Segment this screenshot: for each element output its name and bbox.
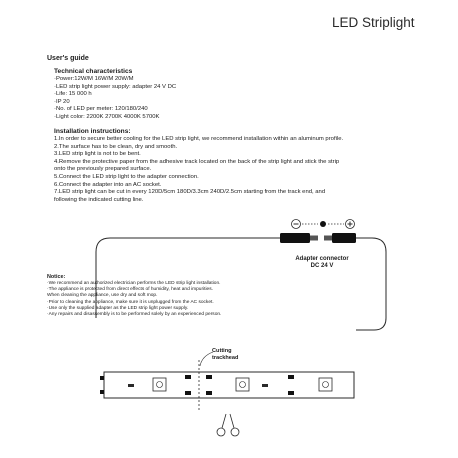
polarity-dot xyxy=(320,221,326,227)
technical-item: ·LED strip light power supply: adapter 24 V DC xyxy=(54,83,177,90)
cut-pad xyxy=(185,375,191,379)
technical-item: ·Light color: 2200K 2700K 4000K 5700K xyxy=(54,113,160,120)
installation-item: 7.LED strip light can be cut in every 120D/5cm 180D/3.3cm 240D/2.5cm starting from the track end, and xyxy=(54,189,326,196)
scissors-icon xyxy=(217,414,239,436)
notice-heading: Notice: xyxy=(47,274,66,280)
strip-end-pad xyxy=(100,376,104,380)
led-chip-icon xyxy=(236,378,249,391)
notice-item: ·Use only the supplied adapter as the LED strip light power supply. xyxy=(47,305,189,311)
installation-item: 6.Connect the adapter into an AC socket. xyxy=(54,181,162,188)
installation-item: 1.In order to secure better cooling for the LED strip light, we recommend installation within an aluminum profile. xyxy=(54,136,344,142)
adapter-label-line: Adapter connector xyxy=(295,256,349,262)
installation-item: 5.Connect the LED strip light to the adapter connection. xyxy=(54,173,199,180)
installation-item: 3.LED strip light is not to be bent. xyxy=(54,151,141,158)
trackhead-label-line: trackhead xyxy=(212,355,239,361)
adapter-plug-pin xyxy=(310,236,318,241)
cut-pad xyxy=(288,375,294,379)
installation-heading: Installation instructions: xyxy=(54,128,131,135)
technical-heading: Technical characteristics xyxy=(54,68,133,75)
adapter-connector-label xyxy=(287,256,357,271)
installation-item: 2.The surface has to be clean, dry and smooth. xyxy=(54,143,178,150)
led-strip xyxy=(104,372,354,398)
adapter-plug-right xyxy=(332,233,356,243)
notice-list xyxy=(47,281,221,318)
installation-item: onto the previously prepared surface. xyxy=(54,166,152,173)
technical-item: ·No. of LED per meter: 120/180/240 xyxy=(54,106,148,113)
cut-pad xyxy=(185,391,191,395)
technical-item: ·Power:12W/M 16W/M 20W/M xyxy=(54,76,134,82)
cutting-trackhead-label xyxy=(212,348,238,362)
document-title: LED Striplight xyxy=(332,15,415,30)
cutting-label-line: Cutting xyxy=(212,348,232,354)
notice-item: ·Prior to cleaning the appliance, make sure it is unplugged from the AC socket. xyxy=(47,299,214,305)
installation-item: 4.Remove the protective paper from the adhesive track located on the back of the strip light and stick the strip xyxy=(54,158,340,165)
cut-pad xyxy=(206,391,212,395)
resistor xyxy=(262,384,268,387)
technical-item: ·IP 20 xyxy=(54,98,70,105)
installation-item: following the indicated cutting line. xyxy=(54,196,144,203)
notice-item: When cleaning the appliance, use dry and soft mop. xyxy=(47,293,158,299)
resistor xyxy=(128,384,134,387)
cut-pad xyxy=(288,391,294,395)
strip-cable-right xyxy=(356,238,386,330)
adapter-plug-left xyxy=(280,233,310,243)
users-guide-heading: User's guide xyxy=(47,55,89,62)
technical-item: ·Life: 15 000 h xyxy=(54,91,92,98)
cut-pad xyxy=(206,375,212,379)
adapter-voltage: DC 24 V xyxy=(310,263,334,270)
adapter-socket-pin xyxy=(324,236,332,241)
strip-end-pad xyxy=(100,390,104,394)
led-chip-icon xyxy=(153,378,166,391)
notice-item: ·The appliance is protected from direct effects of humidity, heat and impurities. xyxy=(47,287,213,293)
led-chip-icon xyxy=(319,378,332,391)
notice-item: ·We recommend an authorized electrician performs the LED strip light installation. xyxy=(47,281,221,286)
notice-item: ·Any repairs and disassembly is to be performed solely by an experienced person. xyxy=(47,312,222,318)
